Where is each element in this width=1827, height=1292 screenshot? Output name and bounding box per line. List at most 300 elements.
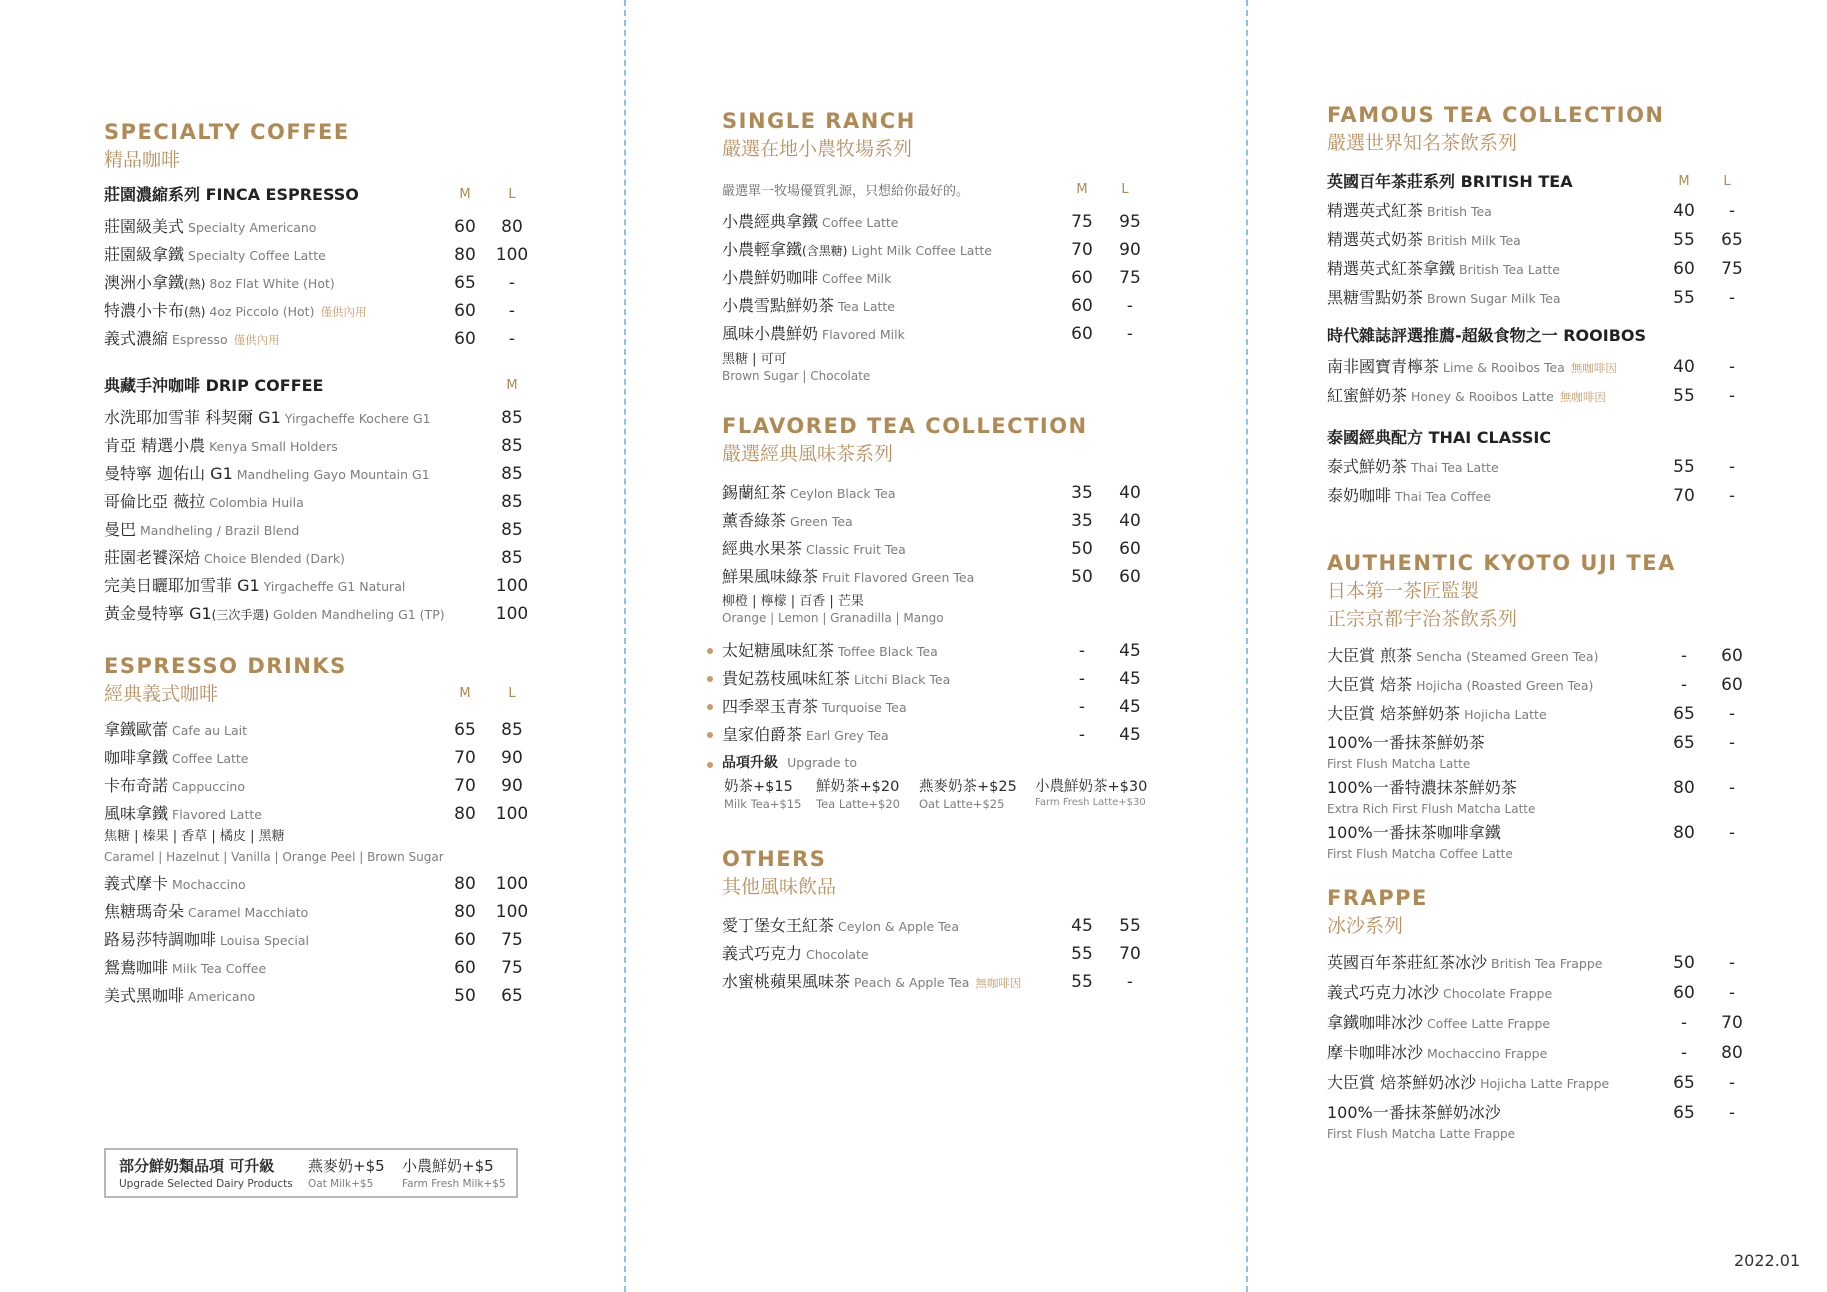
item-name — [104, 544, 345, 573]
item-name-en: Fruit Flavored Green Tea — [822, 570, 975, 585]
fruit-options-en: Orange | Lemon | Granadilla | Mango — [722, 611, 944, 625]
item-name-en: Honey & Rooibos Latte — [1411, 389, 1554, 404]
menu-item — [1327, 819, 1767, 864]
item-name — [722, 693, 907, 722]
fruit-options-zh: 柳橙 | 檸檬 | 百香 | 芒果 — [722, 594, 864, 609]
subsection-british-tea: 英國百年茶莊系列 BRITISH TEA M L — [1327, 167, 1767, 197]
item-name — [722, 940, 869, 969]
item-name-en: Cappuccino — [172, 779, 245, 794]
price-m: - — [1078, 725, 1086, 745]
item-name-en: Green Tea — [790, 514, 853, 529]
price-m: 55 — [1673, 386, 1695, 406]
item-name — [104, 213, 316, 242]
item-name-en: Chocolate — [806, 947, 869, 962]
price-l: 60 — [1119, 539, 1141, 559]
menu-item — [722, 236, 1162, 264]
price-m: 40 — [1673, 201, 1695, 221]
price-m: 50 — [1673, 953, 1695, 973]
menu-list — [104, 404, 544, 628]
menu-item — [1327, 453, 1767, 482]
item-name-zh: 曼特寧 迦佑山 G1 — [104, 464, 233, 483]
column-3 — [1327, 101, 1767, 1144]
menu-item — [722, 693, 1162, 721]
item-name-zh: 愛丁堡女王紅茶 — [722, 916, 835, 935]
item-name-zh: 義式巧克力冰沙 — [1327, 983, 1440, 1002]
menu-item — [1327, 729, 1767, 774]
item-name-zh: 美式黑咖啡 — [104, 986, 185, 1005]
price-l: 60 — [1119, 567, 1141, 587]
price-m: 80 — [1673, 823, 1695, 843]
price-l: - — [1728, 704, 1736, 724]
item-name-en: Hojicha Latte Frappe — [1480, 1076, 1610, 1091]
item-name-zh: 紅蜜鮮奶茶 — [1327, 386, 1408, 405]
menu-item — [104, 982, 544, 1010]
price-m: 70 — [454, 776, 476, 796]
item-note: 僅供內用 — [320, 305, 367, 319]
price-l: 80 — [1721, 1043, 1743, 1063]
price-l: 70 — [1119, 944, 1141, 964]
item-name — [1327, 197, 1492, 226]
item-tag: (三次手選) — [211, 608, 270, 622]
price-l: - — [1728, 1073, 1736, 1093]
price-m: 45 — [1071, 916, 1093, 936]
item-name — [104, 600, 445, 629]
size-l-header: L — [1723, 174, 1731, 189]
item-name-en: Yirgacheffe Kochere G1 — [284, 411, 431, 426]
tea-upgrade-row — [722, 751, 1162, 775]
item-name-en: Americano — [188, 989, 256, 1004]
flavor-options-en: Caramel | Hazelnut | Vanilla | Orange Peel | Brown Sugar — [104, 850, 444, 864]
menu-date: 2022.01 — [1734, 1251, 1801, 1270]
menu-item — [104, 954, 544, 982]
oat-milk-upgrade: 燕麥奶+$5 — [308, 1157, 385, 1175]
item-name-en: 8oz Flat White (Hot) — [209, 276, 335, 291]
price-l: 95 — [1119, 212, 1141, 232]
item-name-en: Classic Fruit Tea — [806, 542, 906, 557]
menu-item — [104, 325, 544, 353]
item-name-en: Mandheling / Brazil Blend — [140, 523, 300, 538]
price-m: - — [1680, 646, 1688, 666]
price-l: 65 — [501, 986, 523, 1006]
item-name-zh: 義式摩卡 — [104, 874, 169, 893]
upgrade-oat-latte-en: Oat Latte+$25 — [919, 797, 1005, 811]
price-m: 80 — [454, 804, 476, 824]
price-m: 100 — [495, 604, 529, 624]
item-name — [104, 404, 431, 433]
subsection-drip-coffee: 典藏手沖咖啡 DRIP COFFEE M — [104, 371, 544, 401]
item-name — [1327, 671, 1593, 700]
upgrade-label-zh: 部分鮮奶類品項 可升級 — [119, 1157, 275, 1175]
item-name-zh: 小農經典拿鐵 — [722, 212, 819, 231]
item-name-en: Milk Tea Coffee — [172, 961, 267, 976]
item-name — [722, 320, 905, 349]
menu-item — [104, 404, 544, 432]
price-m: 65 — [454, 273, 476, 293]
section-title-others: OTHERS — [722, 847, 827, 871]
price-l: - — [1728, 983, 1736, 1003]
menu-item — [722, 665, 1162, 693]
item-name-zh: 大臣賞 焙茶 — [1327, 675, 1413, 694]
item-name-zh: 100%一番特濃抹茶鮮奶茶 — [1327, 778, 1517, 797]
price-m: 85 — [501, 464, 523, 484]
price-m: 70 — [1071, 240, 1093, 260]
item-name — [104, 870, 246, 899]
price-m: 60 — [1673, 983, 1695, 1003]
price-l: 45 — [1119, 641, 1141, 661]
menu-item — [104, 600, 544, 628]
item-name-en: British Tea Latte — [1459, 262, 1560, 277]
size-m-header: M — [1678, 174, 1690, 189]
upgrade-tea-latte: 鮮奶茶+$20 — [816, 779, 900, 795]
price-l: 75 — [501, 930, 523, 950]
farm-milk-upgrade-en: Farm Fresh Milk+$5 — [402, 1178, 506, 1190]
menu-item — [1327, 700, 1767, 729]
price-m: 85 — [501, 548, 523, 568]
menu-item — [104, 297, 544, 325]
menu-item — [1327, 671, 1767, 700]
section-title-famous-tea: FAMOUS TEA COLLECTION — [1327, 103, 1665, 127]
item-name-zh: 100%一番抹茶鮮奶茶 — [1327, 733, 1485, 752]
item-name-zh: 哥倫比亞 薇拉 — [104, 492, 206, 511]
price-l: 65 — [1721, 230, 1743, 250]
item-name-en: Toffee Black Tea — [838, 644, 938, 659]
farm-milk-upgrade: 小農鮮奶+$5 — [402, 1157, 494, 1175]
item-name-en: Thai Tea Coffee — [1395, 489, 1491, 504]
price-m: 60 — [1071, 296, 1093, 316]
item-name-zh: 大臣賞 焙茶鮮奶茶 — [1327, 704, 1461, 723]
bullet-dot — [707, 648, 713, 654]
item-name — [722, 665, 950, 694]
item-name-en: Flavored Milk — [822, 327, 905, 342]
item-name-en: Cafe au Lait — [172, 723, 248, 738]
section-title-flavored-tea: FLAVORED TEA COLLECTION — [722, 414, 1088, 438]
item-tag: (熱) — [184, 305, 206, 319]
item-name — [1327, 284, 1561, 313]
item-name — [104, 460, 430, 489]
menu-item — [1327, 382, 1767, 411]
item-name — [1327, 453, 1499, 482]
item-name-zh: 四季翠玉青茶 — [722, 697, 819, 716]
bullet-dot — [707, 676, 713, 682]
item-name-en: British Tea Frappe — [1491, 956, 1603, 971]
item-name — [722, 479, 896, 508]
menu-item — [104, 800, 544, 828]
menu-item — [104, 898, 544, 926]
menu-item — [722, 292, 1162, 320]
price-m: 85 — [501, 520, 523, 540]
price-l: 100 — [495, 804, 529, 824]
price-m: 85 — [501, 492, 523, 512]
item-tag: (熱) — [184, 277, 206, 291]
item-name-en: Espresso — [172, 332, 228, 347]
item-name — [722, 264, 891, 293]
menu-item — [1327, 353, 1767, 382]
section-subtitle-flavored-tea: 嚴選經典風味茶系列 — [722, 443, 894, 465]
size-m-header: M — [459, 686, 471, 701]
item-name — [104, 954, 266, 983]
item-name — [722, 535, 906, 564]
bullet-dot — [707, 704, 713, 710]
item-name — [104, 744, 248, 773]
item-tag: (含黑糖) — [802, 244, 848, 258]
column-1 — [104, 118, 544, 1010]
price-m: 50 — [1071, 539, 1093, 559]
item-name-zh: 經典水果茶 — [722, 539, 803, 558]
item-name-zh: 泰奶咖啡 — [1327, 486, 1392, 505]
menu-item — [722, 637, 1162, 665]
item-name-en: Mochaccino Frappe — [1427, 1046, 1548, 1061]
item-name-zh: 皇家伯爵茶 — [722, 725, 803, 744]
item-name-zh: 摩卡咖啡冰沙 — [1327, 1043, 1424, 1062]
price-l: - — [1728, 201, 1736, 221]
section-subtitle-single-ranch: 嚴選在地小農牧場系列 — [722, 138, 913, 160]
price-m: 80 — [454, 245, 476, 265]
price-m: 60 — [454, 217, 476, 237]
price-l: - — [1728, 386, 1736, 406]
price-l: 60 — [1721, 675, 1743, 695]
menu-item — [104, 744, 544, 772]
item-name-en: Chocolate Frappe — [1443, 986, 1553, 1001]
item-name-zh: 澳洲小拿鐵 — [104, 273, 185, 292]
item-name-zh: 太妃糖風味紅茶 — [722, 641, 835, 660]
menu-item — [104, 926, 544, 954]
menu-list — [1327, 729, 1767, 864]
item-name-zh: 風味拿鐵 — [104, 804, 169, 823]
item-name-zh: 莊園級美式 — [104, 217, 185, 236]
upgrade-tea-latte-en: Tea Latte+$20 — [816, 797, 900, 811]
price-m: 85 — [501, 436, 523, 456]
item-name-zh: 卡布奇諾 — [104, 776, 169, 795]
item-name-en: Turquoise Tea — [822, 700, 907, 715]
section-subtitle-espresso-drinks: 經典義式咖啡 — [104, 683, 219, 705]
item-name-en: First Flush Matcha Latte — [1327, 757, 1471, 771]
item-name-en: Ceylon Black Tea — [790, 486, 896, 501]
item-name-en: Coffee Latte Frappe — [1427, 1016, 1551, 1031]
menu-item — [104, 213, 544, 241]
item-name-en: Caramel Macchiato — [188, 905, 309, 920]
price-l: 100 — [495, 902, 529, 922]
price-m: 65 — [454, 720, 476, 740]
item-name-en: Ceylon & Apple Tea — [838, 919, 959, 934]
item-name — [104, 488, 304, 517]
item-name-zh: 拿鐵咖啡冰沙 — [1327, 1013, 1424, 1032]
item-name-en: Golden Mandheling G1 (TP) — [273, 607, 445, 622]
price-m: 85 — [501, 408, 523, 428]
item-name-zh: 精選英式奶茶 — [1327, 230, 1424, 249]
item-name — [104, 325, 280, 354]
menu-item — [1327, 979, 1767, 1009]
item-name-zh: 錫蘭紅茶 — [722, 483, 787, 502]
item-name — [1327, 700, 1547, 729]
item-name-zh: 精選英式紅茶拿鐵 — [1327, 259, 1456, 278]
item-name-zh: 水蜜桃蘋果風味茶 — [722, 972, 851, 991]
menu-item — [722, 208, 1162, 236]
section-title-single-ranch: SINGLE RANCH — [722, 109, 916, 133]
menu-item — [104, 460, 544, 488]
item-name-zh: 鮮果風味綠茶 — [722, 567, 819, 586]
price-m: - — [1680, 675, 1688, 695]
price-l: 55 — [1119, 916, 1141, 936]
item-name-en: Tea Latte — [838, 299, 895, 314]
menu-item — [1327, 482, 1767, 511]
menu-item — [722, 507, 1162, 535]
menu-item — [1327, 642, 1767, 671]
menu-list — [1327, 353, 1767, 411]
item-name-zh: 義式濃縮 — [104, 329, 169, 348]
price-l: - — [1728, 733, 1736, 753]
price-l: - — [508, 301, 516, 321]
price-l: 90 — [501, 748, 523, 768]
item-name-en: 4oz Piccolo (Hot) — [209, 304, 315, 319]
item-name-zh: 完美日曬耶加雪菲 G1 — [104, 576, 260, 595]
item-name-en: Specialty Coffee Latte — [188, 248, 326, 263]
menu-item — [1327, 255, 1767, 284]
item-name-zh: 南非國寶青檸茶 — [1327, 357, 1440, 376]
price-m: 60 — [1673, 259, 1695, 279]
size-m-header: M — [459, 187, 471, 202]
menu-item — [1327, 226, 1767, 255]
price-m: - — [1078, 697, 1086, 717]
price-l: 60 — [1721, 646, 1743, 666]
menu-item — [104, 572, 544, 600]
menu-item — [104, 269, 544, 297]
item-name — [722, 292, 895, 321]
item-name-zh: 義式巧克力 — [722, 944, 803, 963]
menu-item — [104, 488, 544, 516]
item-name-en: Mochaccino — [172, 877, 246, 892]
item-name — [722, 236, 992, 265]
item-name-zh: 黃金曼特寧 G1 — [104, 604, 212, 623]
item-name-en: Coffee Milk — [822, 271, 892, 286]
item-note: 無咖啡因 — [975, 976, 1022, 990]
menu-item — [722, 912, 1162, 940]
item-name — [104, 516, 299, 545]
menu-item — [104, 516, 544, 544]
price-l: - — [1728, 778, 1736, 798]
item-name — [722, 912, 959, 941]
price-m: 55 — [1673, 457, 1695, 477]
price-m: 35 — [1071, 483, 1093, 503]
column-divider-right — [1246, 0, 1248, 1292]
item-name-en: Brown Sugar Milk Tea — [1427, 291, 1561, 306]
item-name-en: Hojicha Latte — [1464, 707, 1547, 722]
menu-item — [104, 870, 544, 898]
section-title-espresso-drinks: ESPRESSO DRINKS — [104, 654, 347, 678]
price-m: 80 — [454, 902, 476, 922]
menu-item — [722, 940, 1162, 968]
menu-list — [104, 870, 544, 1010]
price-m: 55 — [1071, 944, 1093, 964]
item-name-zh: 英國百年茶莊紅茶冰沙 — [1327, 953, 1488, 972]
item-name — [1327, 1069, 1609, 1098]
item-name-zh: 咖啡拿鐵 — [104, 748, 169, 767]
item-name-en: Lime & Rooibos Tea — [1443, 360, 1565, 375]
price-l: 90 — [1119, 240, 1141, 260]
item-name-zh: 薰香綠茶 — [722, 511, 787, 530]
section-subtitle-kyoto-1: 日本第一茶匠監製 — [1327, 580, 1480, 602]
size-l-header: L — [1121, 182, 1129, 197]
menu-list — [1327, 197, 1767, 313]
item-name-en: Choice Blended (Dark) — [204, 551, 345, 566]
item-name — [722, 208, 898, 237]
section-title-frappe: FRAPPE — [1327, 886, 1428, 910]
menu-list — [104, 213, 544, 353]
price-m: 60 — [1071, 268, 1093, 288]
upgrade-milk-tea-en: Milk Tea+$15 — [724, 797, 802, 811]
item-name-en: Light Milk Coffee Latte — [851, 243, 992, 258]
bullet-dot — [707, 762, 713, 768]
item-name-en: Kenya Small Holders — [209, 439, 338, 454]
section-subtitle-specialty-coffee: 精品咖啡 — [104, 149, 181, 171]
item-name — [1327, 1009, 1550, 1038]
upgrade-farm-latte: 小農鮮奶茶+$30 — [1035, 779, 1148, 795]
menu-list — [722, 208, 1162, 348]
item-name — [104, 982, 255, 1011]
price-l: - — [508, 329, 516, 349]
price-m: 60 — [1071, 324, 1093, 344]
item-name-zh: 莊園老饕深焙 — [104, 548, 201, 567]
item-name — [722, 968, 1021, 997]
tea-upgrade-label-en: Upgrade to — [787, 755, 858, 770]
price-l: 80 — [501, 217, 523, 237]
item-name — [1327, 1039, 1547, 1068]
size-m-header: M — [506, 378, 518, 393]
price-m: 100 — [495, 576, 529, 596]
item-name-zh: 水洗耶加雪菲 科契爾 G1 — [104, 408, 281, 427]
item-name-zh: 100%一番抹茶鮮奶冰沙 — [1327, 1103, 1501, 1122]
item-name-zh: 黑糖雪點奶茶 — [1327, 288, 1424, 307]
menu-item — [1327, 197, 1767, 226]
item-name-zh: 貴妃荔枝風味紅茶 — [722, 669, 851, 688]
price-l: - — [1126, 972, 1134, 992]
menu-item — [722, 264, 1162, 292]
item-name-en: Specialty Americano — [188, 220, 317, 235]
item-name — [1327, 949, 1602, 978]
menu-item — [722, 563, 1162, 591]
item-name-zh: 大臣賞 焙茶鮮奶冰沙 — [1327, 1073, 1477, 1092]
price-m: 55 — [1673, 288, 1695, 308]
price-m: 65 — [1673, 1073, 1695, 1093]
upgrade-oat-latte: 燕麥奶茶+$25 — [919, 779, 1017, 795]
column-divider-left — [624, 0, 626, 1292]
price-l: - — [1126, 296, 1134, 316]
item-name-zh: 精選英式紅茶 — [1327, 201, 1424, 220]
column-2 — [722, 107, 1162, 996]
price-m: - — [1680, 1013, 1688, 1033]
item-name-en: Litchi Black Tea — [854, 672, 951, 687]
item-name-zh: 曼巴 — [104, 520, 137, 539]
item-name-en: Sencha (Steamed Green Tea) — [1416, 649, 1599, 664]
price-l: - — [1728, 486, 1736, 506]
menu-item — [1327, 1009, 1767, 1039]
price-m: 80 — [454, 874, 476, 894]
upgrade-farm-latte-en: Farm Fresh Latte+$30 — [1035, 797, 1146, 808]
item-name-zh: 路易莎特調咖啡 — [104, 930, 217, 949]
item-name-zh: 焦糖瑪奇朵 — [104, 902, 185, 921]
menu-list — [1327, 642, 1767, 729]
price-l: - — [1728, 457, 1736, 477]
price-m: 60 — [454, 930, 476, 950]
item-name — [1327, 482, 1491, 511]
item-name-zh: 大臣賞 煎茶 — [1327, 646, 1413, 665]
price-m: - — [1078, 669, 1086, 689]
menu-item — [722, 968, 1162, 996]
price-l: 100 — [495, 874, 529, 894]
menu-list — [722, 479, 1162, 591]
price-l: - — [1728, 1103, 1736, 1123]
price-m: 75 — [1071, 212, 1093, 232]
item-name-en: Coffee Latte — [172, 751, 249, 766]
